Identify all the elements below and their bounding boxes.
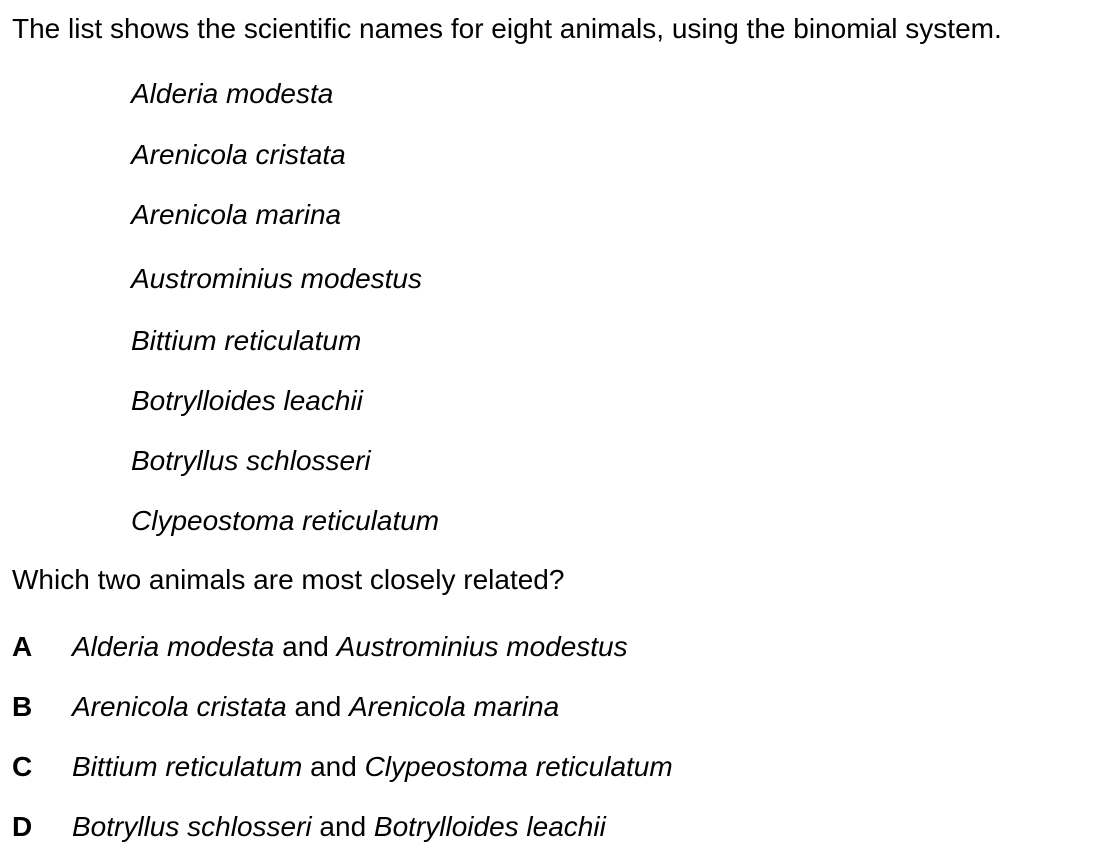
option-second-name: Arenicola marina [349,691,560,722]
option-second-name: Clypeostoma reticulatum [364,751,673,782]
option-joiner: and [310,751,357,782]
option-text [72,633,628,661]
option-joiner: and [282,631,329,662]
option-letter: C [12,751,33,782]
option-first-name: Alderia modesta [72,631,275,662]
species-name: Arenicola marina [131,199,342,230]
species-name: Bittium reticulatum [131,325,362,356]
species-name: Botrylloides leachii [131,385,363,416]
species-name: Clypeostoma reticulatum [131,505,440,536]
species-name: Botryllus schlosseri [131,445,371,476]
option-second-name: Botrylloides leachii [373,811,606,842]
question-intro: The list shows the scientific names for eight animals, using the binomial system. [12,13,1002,44]
option-joiner: and [319,811,367,842]
option-first-name: Botryllus schlosseri [72,811,312,842]
question-stem: Which two animals are most closely related? [12,564,565,595]
option-text [72,693,559,721]
option-first-name: Arenicola cristata [72,691,287,722]
option-joiner: and [294,691,342,722]
species-name: Alderia modesta [131,78,334,109]
option-letter: D [12,811,33,842]
option-text [72,813,606,841]
option-text [72,753,673,781]
species-name: Austrominius modestus [131,263,423,294]
option-letter: B [12,691,33,722]
option-second-name: Austrominius modestus [336,631,628,662]
species-name: Arenicola cristata [131,139,346,170]
option-letter: A [12,631,33,662]
option-first-name: Bittium reticulatum [72,751,303,782]
